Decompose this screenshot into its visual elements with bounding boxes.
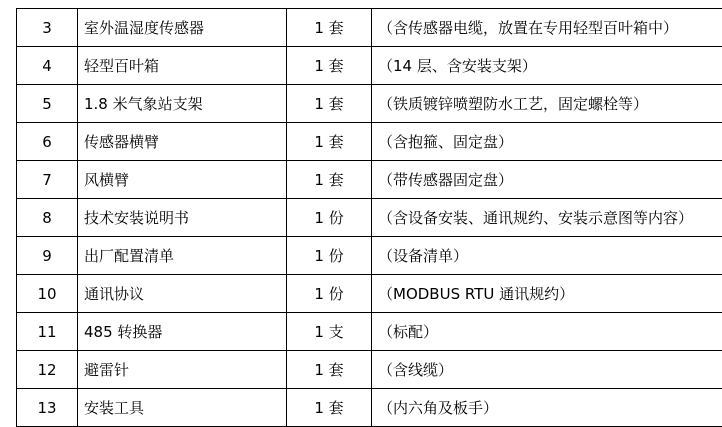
cell-index-text: 8 [23,209,71,227]
cell-index-text: 12 [23,361,71,379]
cell-index-text: 9 [23,247,71,265]
cell-remark-text: （设备清单） [378,247,722,265]
cell-remark [372,237,722,275]
cell-name-text: 风横臂 [84,171,280,189]
cell-remark [372,351,722,389]
cell-remark-text: （含传感器电缆，放置在专用轻型百叶箱中） [378,19,722,37]
cell-remark [372,123,722,161]
cell-remark [372,313,722,351]
cell-remark-text: （带传感器固定盘） [378,171,722,189]
cell-remark-text: （铁质镀锌喷塑防水工艺，固定螺栓等） [378,95,722,113]
cell-name-text: 安装工具 [84,399,280,417]
table-row [17,85,722,123]
cell-quantity [287,123,372,161]
cell-index-text: 7 [23,171,71,189]
cell-quantity [287,351,372,389]
cell-quantity [287,9,372,47]
cell-quantity-text: 1 套 [293,19,365,37]
cell-name [78,237,287,275]
cell-quantity-text: 1 支 [293,323,365,341]
cell-name [78,47,287,85]
cell-quantity-text: 1 份 [293,285,365,303]
cell-quantity-text: 1 套 [293,95,365,113]
cell-quantity [287,389,372,427]
cell-index-text: 5 [23,95,71,113]
cell-name-text: 传感器横臂 [84,133,280,151]
cell-name-text: 避雷针 [84,361,280,379]
cell-name [78,123,287,161]
cell-quantity [287,275,372,313]
cell-remark [372,199,722,237]
cell-name [78,389,287,427]
cell-index-text: 6 [23,133,71,151]
cell-name [78,199,287,237]
cell-index [17,161,78,199]
cell-remark-text: （14 层、含安装支架） [378,57,722,75]
cell-index-text: 3 [23,19,71,37]
cell-index-text: 13 [23,399,71,417]
cell-index-text: 4 [23,57,71,75]
cell-remark-text: （含设备安装、通讯规约、安装示意图等内容） [378,209,722,227]
cell-index [17,275,78,313]
table-row [17,123,722,161]
cell-quantity-text: 1 套 [293,171,365,189]
cell-name [78,9,287,47]
cell-quantity-text: 1 份 [293,209,365,227]
cell-remark [372,47,722,85]
cell-remark [372,9,722,47]
table-body [17,9,722,427]
cell-index [17,313,78,351]
cell-index-text: 11 [23,323,71,341]
cell-name-text: 轻型百叶箱 [84,57,280,75]
cell-remark-text: （含线缆） [378,361,722,379]
cell-remark [372,389,722,427]
cell-index-text: 10 [23,285,71,303]
cell-name [78,313,287,351]
cell-name-text: 1.8 米气象站支架 [84,95,280,113]
cell-remark-text: （内六角及板手） [378,399,722,417]
cell-remark [372,85,722,123]
cell-quantity [287,237,372,275]
table-row [17,351,722,389]
cell-index [17,47,78,85]
cell-quantity-text: 1 套 [293,133,365,151]
cell-name-text: 技术安装说明书 [84,209,280,227]
cell-index [17,389,78,427]
cell-index [17,199,78,237]
cell-name-text: 室外温湿度传感器 [84,19,280,37]
cell-name-text: 485 转换器 [84,323,280,341]
table-row [17,275,722,313]
cell-name [78,351,287,389]
table-row [17,313,722,351]
cell-quantity-text: 1 套 [293,57,365,75]
cell-name-text: 通讯协议 [84,285,280,303]
cell-quantity [287,85,372,123]
cell-name [78,161,287,199]
table-row [17,9,722,47]
cell-index [17,9,78,47]
cell-name-text: 出厂配置清单 [84,247,280,265]
table-row [17,199,722,237]
cell-index [17,237,78,275]
cell-index [17,123,78,161]
cell-index [17,351,78,389]
cell-index [17,85,78,123]
cell-quantity [287,47,372,85]
cell-remark-text: （MODBUS RTU 通讯规约） [378,285,722,303]
cell-quantity [287,313,372,351]
cell-quantity [287,161,372,199]
cell-remark [372,275,722,313]
table-row [17,389,722,427]
table-row [17,237,722,275]
cell-quantity-text: 1 份 [293,247,365,265]
cell-name [78,275,287,313]
cell-name [78,85,287,123]
cell-quantity-text: 1 套 [293,361,365,379]
table-row [17,47,722,85]
cell-remark-text: （含抱箍、固定盘） [378,133,722,151]
cell-quantity-text: 1 套 [293,399,365,417]
cell-remark-text: （标配） [378,323,722,341]
cell-quantity [287,199,372,237]
table-row [17,161,722,199]
cell-remark [372,161,722,199]
equipment-list-table [16,8,722,427]
